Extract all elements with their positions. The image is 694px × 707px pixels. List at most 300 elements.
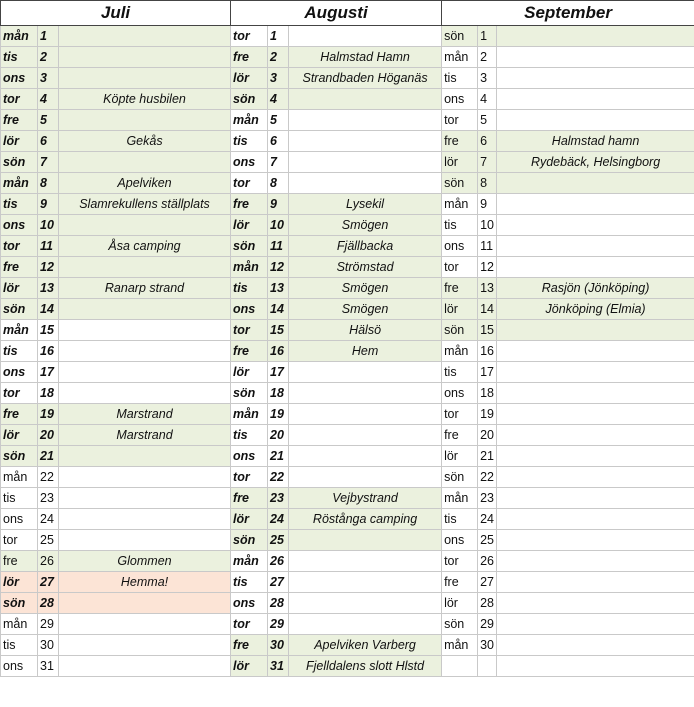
september-event-cell[interactable]: Rasjön (Jönköping) (497, 278, 694, 299)
juli-event-cell[interactable]: Ranarp strand (59, 278, 231, 299)
augusti-event-cell[interactable]: Lysekil (289, 194, 442, 215)
augusti-day-number-cell[interactable]: 25 (268, 530, 289, 551)
juli-weekday-cell[interactable]: tis (1, 47, 38, 68)
juli-weekday-cell[interactable]: tis (1, 488, 38, 509)
september-day-number-cell[interactable]: 21 (478, 446, 497, 467)
september-weekday-cell[interactable]: sön (442, 467, 478, 488)
september-event-cell[interactable] (497, 425, 694, 446)
table-row (1, 362, 694, 383)
augusti-event-cell[interactable]: Apelviken Varberg (289, 635, 442, 656)
september-event-cell[interactable] (497, 488, 694, 509)
september-day-number-cell[interactable]: 4 (478, 89, 497, 110)
augusti-event-cell[interactable]: Smögen (289, 278, 442, 299)
juli-weekday-cell[interactable]: ons (1, 509, 38, 530)
september-weekday-cell[interactable]: tis (442, 215, 478, 236)
september-event-cell[interactable] (497, 320, 694, 341)
table-row (1, 614, 694, 635)
september-event-cell[interactable] (497, 215, 694, 236)
juli-weekday-cell[interactable]: mån (1, 614, 38, 635)
table-row (1, 236, 694, 257)
juli-day-number-cell[interactable]: 31 (38, 656, 59, 677)
juli-event-cell[interactable] (59, 488, 231, 509)
augusti-day-number-cell[interactable]: 3 (268, 68, 289, 89)
augusti-event-cell[interactable] (289, 593, 442, 614)
juli-day-number-cell[interactable]: 28 (38, 593, 59, 614)
september-weekday-cell[interactable]: fre (442, 425, 478, 446)
juli-event-cell[interactable] (59, 341, 231, 362)
september-day-number-cell[interactable]: 14 (478, 299, 497, 320)
september-day-number-cell[interactable]: 6 (478, 131, 497, 152)
september-day-number-cell[interactable]: 28 (478, 593, 497, 614)
juli-weekday-cell[interactable]: mån (1, 467, 38, 488)
juli-weekday-cell[interactable]: tis (1, 194, 38, 215)
september-weekday-cell[interactable]: mån (442, 488, 478, 509)
september-day-number-cell[interactable]: 1 (478, 26, 497, 47)
juli-event-cell[interactable]: Hemma! (59, 572, 231, 593)
augusti-weekday-cell[interactable]: tis (231, 131, 268, 152)
juli-event-cell[interactable]: Åsa camping (59, 236, 231, 257)
september-day-number-cell[interactable]: 25 (478, 530, 497, 551)
juli-weekday-cell[interactable]: mån (1, 173, 38, 194)
augusti-day-number-cell[interactable]: 6 (268, 131, 289, 152)
september-weekday-cell[interactable]: tor (442, 257, 478, 278)
juli-weekday-cell[interactable]: sön (1, 593, 38, 614)
augusti-day-number-cell[interactable]: 28 (268, 593, 289, 614)
augusti-day-number-cell[interactable]: 10 (268, 215, 289, 236)
september-event-cell[interactable] (497, 173, 694, 194)
juli-event-cell[interactable] (59, 362, 231, 383)
september-day-number-cell[interactable]: 18 (478, 383, 497, 404)
augusti-event-cell[interactable]: Hälsö (289, 320, 442, 341)
juli-day-number-cell[interactable]: 30 (38, 635, 59, 656)
table-row (1, 446, 694, 467)
juli-weekday-cell[interactable]: tor (1, 530, 38, 551)
september-weekday-cell[interactable]: tor (442, 551, 478, 572)
augusti-event-cell[interactable] (289, 110, 442, 131)
juli-weekday-cell[interactable]: tis (1, 635, 38, 656)
september-weekday-cell[interactable]: fre (442, 131, 478, 152)
juli-day-number-cell[interactable]: 7 (38, 152, 59, 173)
juli-day-number-cell[interactable]: 18 (38, 383, 59, 404)
september-weekday-cell[interactable]: ons (442, 236, 478, 257)
september-day-number-cell[interactable]: 27 (478, 572, 497, 593)
september-day-number-cell[interactable]: 7 (478, 152, 497, 173)
september-day-number-cell[interactable]: 10 (478, 215, 497, 236)
juli-event-cell[interactable]: Slamrekullens ställplats (59, 194, 231, 215)
juli-day-number-cell[interactable]: 12 (38, 257, 59, 278)
september-event-cell[interactable] (497, 509, 694, 530)
augusti-weekday-cell[interactable]: tis (231, 572, 268, 593)
september-day-number-cell[interactable]: 30 (478, 635, 497, 656)
september-weekday-cell[interactable]: sön (442, 173, 478, 194)
september-event-cell[interactable] (497, 635, 694, 656)
augusti-day-number-cell[interactable]: 12 (268, 257, 289, 278)
september-weekday-cell[interactable]: tis (442, 362, 478, 383)
augusti-day-number-cell[interactable]: 15 (268, 320, 289, 341)
juli-weekday-cell[interactable]: tor (1, 236, 38, 257)
juli-day-number-cell[interactable]: 3 (38, 68, 59, 89)
augusti-weekday-cell[interactable]: lör (231, 362, 268, 383)
september-event-cell[interactable] (497, 551, 694, 572)
juli-weekday-cell[interactable]: tis (1, 341, 38, 362)
september-event-cell[interactable] (497, 593, 694, 614)
juli-weekday-cell[interactable]: lör (1, 572, 38, 593)
september-weekday-cell[interactable]: lör (442, 446, 478, 467)
table-row (1, 572, 694, 593)
juli-weekday-cell[interactable]: tor (1, 383, 38, 404)
table-row (1, 299, 694, 320)
juli-event-cell[interactable] (59, 215, 231, 236)
juli-event-cell[interactable] (59, 47, 231, 68)
juli-weekday-cell[interactable]: lör (1, 278, 38, 299)
september-event-cell[interactable] (497, 362, 694, 383)
augusti-day-number-cell[interactable]: 29 (268, 614, 289, 635)
juli-day-number-cell[interactable]: 27 (38, 572, 59, 593)
juli-day-number-cell[interactable]: 2 (38, 47, 59, 68)
september-event-cell[interactable]: Halmstad hamn (497, 131, 694, 152)
augusti-weekday-cell[interactable]: fre (231, 47, 268, 68)
juli-event-cell[interactable] (59, 593, 231, 614)
augusti-day-number-cell[interactable]: 1 (268, 26, 289, 47)
september-event-cell[interactable] (497, 656, 694, 677)
augusti-event-cell[interactable] (289, 614, 442, 635)
augusti-event-cell[interactable] (289, 530, 442, 551)
juli-weekday-cell[interactable]: lör (1, 425, 38, 446)
september-day-number-cell[interactable]: 29 (478, 614, 497, 635)
augusti-weekday-cell[interactable]: tor (231, 26, 268, 47)
augusti-weekday-cell[interactable]: tor (231, 173, 268, 194)
september-day-number-cell[interactable]: 23 (478, 488, 497, 509)
augusti-weekday-cell[interactable]: mån (231, 110, 268, 131)
juli-event-cell[interactable] (59, 299, 231, 320)
augusti-weekday-cell[interactable]: tis (231, 425, 268, 446)
september-day-number-cell[interactable]: 20 (478, 425, 497, 446)
september-weekday-cell[interactable]: tis (442, 68, 478, 89)
table-row (1, 656, 694, 677)
juli-event-cell[interactable]: Apelviken (59, 173, 231, 194)
augusti-weekday-cell[interactable]: lör (231, 509, 268, 530)
juli-weekday-cell[interactable]: mån (1, 26, 38, 47)
juli-weekday-cell[interactable]: ons (1, 215, 38, 236)
juli-event-cell[interactable]: Glommen (59, 551, 231, 572)
september-event-cell[interactable] (497, 383, 694, 404)
augusti-day-number-cell[interactable]: 24 (268, 509, 289, 530)
juli-event-cell[interactable]: Gekås (59, 131, 231, 152)
juli-day-number-cell[interactable]: 22 (38, 467, 59, 488)
september-day-number-cell[interactable]: 15 (478, 320, 497, 341)
augusti-weekday-cell[interactable]: lör (231, 215, 268, 236)
juli-event-cell[interactable] (59, 509, 231, 530)
juli-event-cell[interactable] (59, 152, 231, 173)
augusti-weekday-cell[interactable]: fre (231, 635, 268, 656)
juli-event-cell[interactable] (59, 320, 231, 341)
augusti-day-number-cell[interactable]: 27 (268, 572, 289, 593)
juli-event-cell[interactable] (59, 635, 231, 656)
augusti-event-cell[interactable] (289, 446, 442, 467)
september-day-number-cell[interactable]: 9 (478, 194, 497, 215)
table-row (1, 341, 694, 362)
juli-day-number-cell[interactable]: 24 (38, 509, 59, 530)
september-event-cell[interactable] (497, 467, 694, 488)
augusti-event-cell[interactable] (289, 467, 442, 488)
augusti-weekday-cell[interactable]: ons (231, 152, 268, 173)
augusti-event-cell[interactable] (289, 425, 442, 446)
september-event-cell[interactable] (497, 530, 694, 551)
september-event-cell[interactable] (497, 26, 694, 47)
september-weekday-cell[interactable] (442, 656, 478, 677)
september-weekday-cell[interactable]: sön (442, 614, 478, 635)
table-row (1, 509, 694, 530)
augusti-weekday-cell[interactable]: mån (231, 551, 268, 572)
juli-day-number-cell[interactable]: 23 (38, 488, 59, 509)
juli-event-cell[interactable] (59, 110, 231, 131)
september-weekday-cell[interactable]: ons (442, 530, 478, 551)
table-row (1, 635, 694, 656)
augusti-event-cell[interactable]: Smögen (289, 299, 442, 320)
augusti-event-cell[interactable] (289, 152, 442, 173)
juli-day-number-cell[interactable]: 9 (38, 194, 59, 215)
september-weekday-cell[interactable]: mån (442, 47, 478, 68)
juli-weekday-cell[interactable]: sön (1, 446, 38, 467)
table-row (1, 110, 694, 131)
augusti-event-cell[interactable] (289, 362, 442, 383)
augusti-day-number-cell[interactable]: 19 (268, 404, 289, 425)
september-event-cell[interactable] (497, 257, 694, 278)
juli-weekday-cell[interactable]: tor (1, 89, 38, 110)
september-weekday-cell[interactable]: lör (442, 152, 478, 173)
augusti-day-number-cell[interactable]: 4 (268, 89, 289, 110)
juli-weekday-cell[interactable]: ons (1, 656, 38, 677)
september-day-number-cell[interactable]: 22 (478, 467, 497, 488)
augusti-day-number-cell[interactable]: 17 (268, 362, 289, 383)
september-day-number-cell[interactable]: 2 (478, 47, 497, 68)
september-day-number-cell[interactable]: 24 (478, 509, 497, 530)
augusti-day-number-cell[interactable]: 20 (268, 425, 289, 446)
augusti-day-number-cell[interactable]: 16 (268, 341, 289, 362)
september-event-cell[interactable] (497, 572, 694, 593)
september-day-number-cell[interactable]: 12 (478, 257, 497, 278)
september-weekday-cell[interactable]: lör (442, 299, 478, 320)
juli-event-cell[interactable] (59, 68, 231, 89)
juli-event-cell[interactable] (59, 446, 231, 467)
juli-event-cell[interactable] (59, 656, 231, 677)
augusti-weekday-cell[interactable]: tis (231, 278, 268, 299)
juli-day-number-cell[interactable]: 21 (38, 446, 59, 467)
september-weekday-cell[interactable]: tis (442, 509, 478, 530)
juli-weekday-cell[interactable]: fre (1, 257, 38, 278)
augusti-event-cell[interactable] (289, 404, 442, 425)
juli-day-number-cell[interactable]: 10 (38, 215, 59, 236)
augusti-event-cell[interactable]: Hem (289, 341, 442, 362)
augusti-day-number-cell[interactable]: 11 (268, 236, 289, 257)
september-weekday-cell[interactable]: mån (442, 194, 478, 215)
juli-day-number-cell[interactable]: 1 (38, 26, 59, 47)
month-header-augusti[interactable]: Augusti (231, 1, 442, 26)
september-day-number-cell[interactable]: 3 (478, 68, 497, 89)
month-header-juli[interactable]: Juli (1, 1, 231, 26)
september-event-cell[interactable]: Jönköping (Elmia) (497, 299, 694, 320)
juli-day-number-cell[interactable]: 11 (38, 236, 59, 257)
september-event-cell[interactable] (497, 341, 694, 362)
september-day-number-cell[interactable]: 13 (478, 278, 497, 299)
augusti-day-number-cell[interactable]: 22 (268, 467, 289, 488)
juli-day-number-cell[interactable]: 6 (38, 131, 59, 152)
augusti-day-number-cell[interactable]: 30 (268, 635, 289, 656)
juli-day-number-cell[interactable]: 16 (38, 341, 59, 362)
september-weekday-cell[interactable]: sön (442, 320, 478, 341)
september-weekday-cell[interactable]: ons (442, 383, 478, 404)
september-day-number-cell[interactable]: 5 (478, 110, 497, 131)
augusti-event-cell[interactable]: Strandbaden Höganäs (289, 68, 442, 89)
augusti-event-cell[interactable]: Vejbystrand (289, 488, 442, 509)
augusti-event-cell[interactable] (289, 383, 442, 404)
september-day-number-cell[interactable] (478, 656, 497, 677)
juli-event-cell[interactable]: Marstrand (59, 425, 231, 446)
augusti-weekday-cell[interactable]: sön (231, 236, 268, 257)
juli-weekday-cell[interactable]: fre (1, 404, 38, 425)
augusti-day-number-cell[interactable]: 9 (268, 194, 289, 215)
september-event-cell[interactable] (497, 446, 694, 467)
month-header-september[interactable]: September (442, 1, 694, 26)
augusti-weekday-cell[interactable]: mån (231, 257, 268, 278)
augusti-day-number-cell[interactable]: 23 (268, 488, 289, 509)
table-row (1, 89, 694, 110)
september-event-cell[interactable] (497, 110, 694, 131)
september-event-cell[interactable] (497, 68, 694, 89)
augusti-weekday-cell[interactable]: sön (231, 89, 268, 110)
augusti-weekday-cell[interactable]: tor (231, 320, 268, 341)
juli-event-cell[interactable] (59, 530, 231, 551)
september-weekday-cell[interactable]: tor (442, 110, 478, 131)
augusti-event-cell[interactable] (289, 572, 442, 593)
september-day-number-cell[interactable]: 8 (478, 173, 497, 194)
juli-day-number-cell[interactable]: 5 (38, 110, 59, 131)
augusti-event-cell[interactable]: Röstånga camping (289, 509, 442, 530)
augusti-day-number-cell[interactable]: 18 (268, 383, 289, 404)
augusti-event-cell[interactable]: Strömstad (289, 257, 442, 278)
september-day-number-cell[interactable]: 19 (478, 404, 497, 425)
augusti-weekday-cell[interactable]: ons (231, 299, 268, 320)
augusti-weekday-cell[interactable]: tor (231, 467, 268, 488)
augusti-day-number-cell[interactable]: 2 (268, 47, 289, 68)
month-header-row (1, 1, 694, 26)
augusti-weekday-cell[interactable]: ons (231, 446, 268, 467)
augusti-weekday-cell[interactable]: fre (231, 488, 268, 509)
juli-event-cell[interactable] (59, 257, 231, 278)
juli-event-cell[interactable] (59, 467, 231, 488)
september-weekday-cell[interactable]: tor (442, 404, 478, 425)
juli-weekday-cell[interactable]: ons (1, 362, 38, 383)
augusti-weekday-cell[interactable]: ons (231, 593, 268, 614)
juli-day-number-cell[interactable]: 26 (38, 551, 59, 572)
augusti-event-cell[interactable] (289, 131, 442, 152)
juli-event-cell[interactable]: Marstrand (59, 404, 231, 425)
augusti-day-number-cell[interactable]: 8 (268, 173, 289, 194)
september-weekday-cell[interactable]: lör (442, 593, 478, 614)
augusti-day-number-cell[interactable]: 5 (268, 110, 289, 131)
juli-day-number-cell[interactable]: 19 (38, 404, 59, 425)
table-row (1, 26, 694, 47)
augusti-event-cell[interactable] (289, 89, 442, 110)
september-weekday-cell[interactable]: mån (442, 341, 478, 362)
augusti-day-number-cell[interactable]: 31 (268, 656, 289, 677)
juli-day-number-cell[interactable]: 25 (38, 530, 59, 551)
september-weekday-cell[interactable]: ons (442, 89, 478, 110)
augusti-event-cell[interactable]: Smögen (289, 215, 442, 236)
augusti-day-number-cell[interactable]: 7 (268, 152, 289, 173)
juli-day-number-cell[interactable]: 14 (38, 299, 59, 320)
juli-day-number-cell[interactable]: 4 (38, 89, 59, 110)
september-event-cell[interactable] (497, 194, 694, 215)
juli-event-cell[interactable]: Köpte husbilen (59, 89, 231, 110)
augusti-day-number-cell[interactable]: 14 (268, 299, 289, 320)
september-day-number-cell[interactable]: 16 (478, 341, 497, 362)
september-weekday-cell[interactable]: mån (442, 635, 478, 656)
augusti-event-cell[interactable] (289, 26, 442, 47)
juli-weekday-cell[interactable]: mån (1, 320, 38, 341)
juli-event-cell[interactable] (59, 26, 231, 47)
juli-day-number-cell[interactable]: 20 (38, 425, 59, 446)
table-row (1, 551, 694, 572)
augusti-weekday-cell[interactable]: sön (231, 383, 268, 404)
juli-day-number-cell[interactable]: 13 (38, 278, 59, 299)
augusti-weekday-cell[interactable]: lör (231, 656, 268, 677)
augusti-weekday-cell[interactable]: sön (231, 530, 268, 551)
juli-event-cell[interactable] (59, 383, 231, 404)
september-weekday-cell[interactable]: sön (442, 26, 478, 47)
augusti-event-cell[interactable] (289, 173, 442, 194)
juli-weekday-cell[interactable]: lör (1, 131, 38, 152)
september-day-number-cell[interactable]: 17 (478, 362, 497, 383)
juli-weekday-cell[interactable]: sön (1, 152, 38, 173)
augusti-weekday-cell[interactable]: fre (231, 194, 268, 215)
augusti-event-cell[interactable] (289, 551, 442, 572)
augusti-weekday-cell[interactable]: mån (231, 404, 268, 425)
juli-day-number-cell[interactable]: 15 (38, 320, 59, 341)
augusti-weekday-cell[interactable]: lör (231, 68, 268, 89)
augusti-event-cell[interactable]: Fjelldalens slott Hlstd (289, 656, 442, 677)
augusti-weekday-cell[interactable]: fre (231, 341, 268, 362)
augusti-event-cell[interactable]: Fjällbacka (289, 236, 442, 257)
table-row (1, 131, 694, 152)
augusti-day-number-cell[interactable]: 13 (268, 278, 289, 299)
september-event-cell[interactable]: Rydebäck, Helsingborg (497, 152, 694, 173)
september-day-number-cell[interactable]: 26 (478, 551, 497, 572)
september-event-cell[interactable] (497, 236, 694, 257)
juli-day-number-cell[interactable]: 8 (38, 173, 59, 194)
september-event-cell[interactable] (497, 89, 694, 110)
september-event-cell[interactable] (497, 47, 694, 68)
september-event-cell[interactable] (497, 614, 694, 635)
juli-day-number-cell[interactable]: 29 (38, 614, 59, 635)
augusti-day-number-cell[interactable]: 21 (268, 446, 289, 467)
table-row (1, 467, 694, 488)
juli-weekday-cell[interactable]: sön (1, 299, 38, 320)
juli-weekday-cell[interactable]: fre (1, 551, 38, 572)
september-day-number-cell[interactable]: 11 (478, 236, 497, 257)
augusti-day-number-cell[interactable]: 26 (268, 551, 289, 572)
juli-weekday-cell[interactable]: fre (1, 110, 38, 131)
augusti-weekday-cell[interactable]: tor (231, 614, 268, 635)
september-weekday-cell[interactable]: fre (442, 572, 478, 593)
juli-event-cell[interactable] (59, 614, 231, 635)
table-row (1, 194, 694, 215)
augusti-event-cell[interactable]: Halmstad Hamn (289, 47, 442, 68)
juli-weekday-cell[interactable]: ons (1, 68, 38, 89)
september-event-cell[interactable] (497, 404, 694, 425)
september-weekday-cell[interactable]: fre (442, 278, 478, 299)
juli-day-number-cell[interactable]: 17 (38, 362, 59, 383)
